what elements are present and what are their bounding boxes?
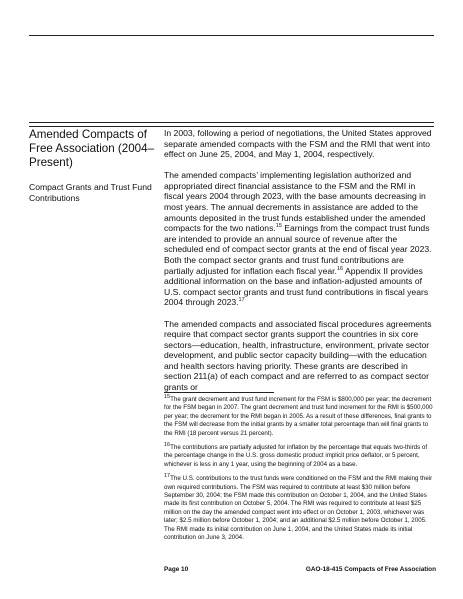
section-rule-secondary xyxy=(29,126,434,127)
footnote-rule xyxy=(164,392,274,393)
section-subheading: Compact Grants and Trust Fund Contributions xyxy=(29,182,152,203)
paragraph-2 xyxy=(164,170,434,308)
footnote-15 xyxy=(164,393,436,438)
footnote-number: 17 xyxy=(164,473,171,480)
main-body xyxy=(164,128,434,403)
section-heading: Amended Compacts of Free Association (2004–Present) xyxy=(29,128,155,169)
footnote-text: The contributions are partially adjusted for inflation by the percentage that equals two-thirds of the percentage change in the U.S. gross domestic product implicit price deflator, or 5 percent, whichever is less in any 1 year, using the beginning of 2004 as a base. xyxy=(164,444,428,468)
footnote-ref-16[interactable]: 16 xyxy=(336,265,344,272)
sidebar xyxy=(29,128,157,203)
footnote-number: 16 xyxy=(164,441,171,448)
footnote-16 xyxy=(164,441,436,469)
footnote-text: The U.S. contributions to the trust funds were conditioned on the FSM and the RMI making their own required contributions. The FSM was required to contribute at least $30 million before September 30, 2004; the FSM made this contribution on October 1, 2004, and the United States made its first contribution on October 5, 2004. The RMI was required to contribute at least $25 million on the day the amended compact went into effect or on October 1, 2003, whichever was later; $2.5 million before October 1, 2004; and an additional $2.5 million before October 1, 2005. The RMI made its initial contribution on June 1, 2004, and the United States made its initial contribution on June 3, 2004. xyxy=(164,475,433,542)
section-rule xyxy=(29,122,434,123)
page-number: Page 10 xyxy=(164,566,189,573)
paragraph-2-part-a: The amended compacts’ implementing legislation authorized and appropriated direct financial assistance to the FSM and the RMI in fiscal years 2004 through 2023, with the base amounts decreasing in most years. The annual decrements in assistance are added to the amounts deposited in the trust funds established under the amended compacts for the two nations. xyxy=(164,170,426,234)
paragraph-2-part-b: Earnings from the compact trust funds are intended to provide an annual source of revenue after the scheduled end of compact sector grants at the end of fiscal year 2023. Both the compact sector grants and trust fund contributions are partially adjusted for inflation each fiscal year. xyxy=(164,223,432,276)
footnote-17 xyxy=(164,475,436,542)
paragraph-2-part-c: Appendix II provides additional information on the base and inflation-adjusted amounts of U.S. compact sector grants and trust fund contributions in fiscal years 2004 through 2023. xyxy=(164,265,429,308)
footnotes xyxy=(164,393,436,549)
paragraph-1: In 2003, following a period of negotiations, the United States approved separate amended compacts with the FSM and the RMI that went into effect on June 25, 2004, and May 1, 2004, respectively. xyxy=(164,128,432,160)
paragraph-3: The amended compacts and associated fiscal procedures agreements require that compact sector grants support the countries in six core sectors—education, health, infrastructure, environment, private sector development, and public sector capacity building—with the education and health sectors having priority. These grants are described in section 211(a) of each compact and are referred to as compact sector grants or xyxy=(164,318,432,393)
top-rule xyxy=(29,35,434,36)
footnote-text: The grant decrement and trust fund increment for the FSM is $800,000 per year; the decrement for the FSM began in 2007. The grant decrement and trust fund increment for the RMI is $500,000 per year; the decrement for the RMI began in 2005. As a result of these differences, final grants to the FSM will decrease from the initial grants by a smaller total percentage than will final grants to the RMI (18 percent versus 21 percent). xyxy=(164,396,433,437)
footnote-ref-15[interactable]: 15 xyxy=(275,223,282,230)
footnote-number: 15 xyxy=(164,393,171,400)
report-id: GAO-18-415 Compacts of Free Association xyxy=(305,566,436,573)
footnote-ref-17[interactable]: 17 xyxy=(238,297,245,304)
